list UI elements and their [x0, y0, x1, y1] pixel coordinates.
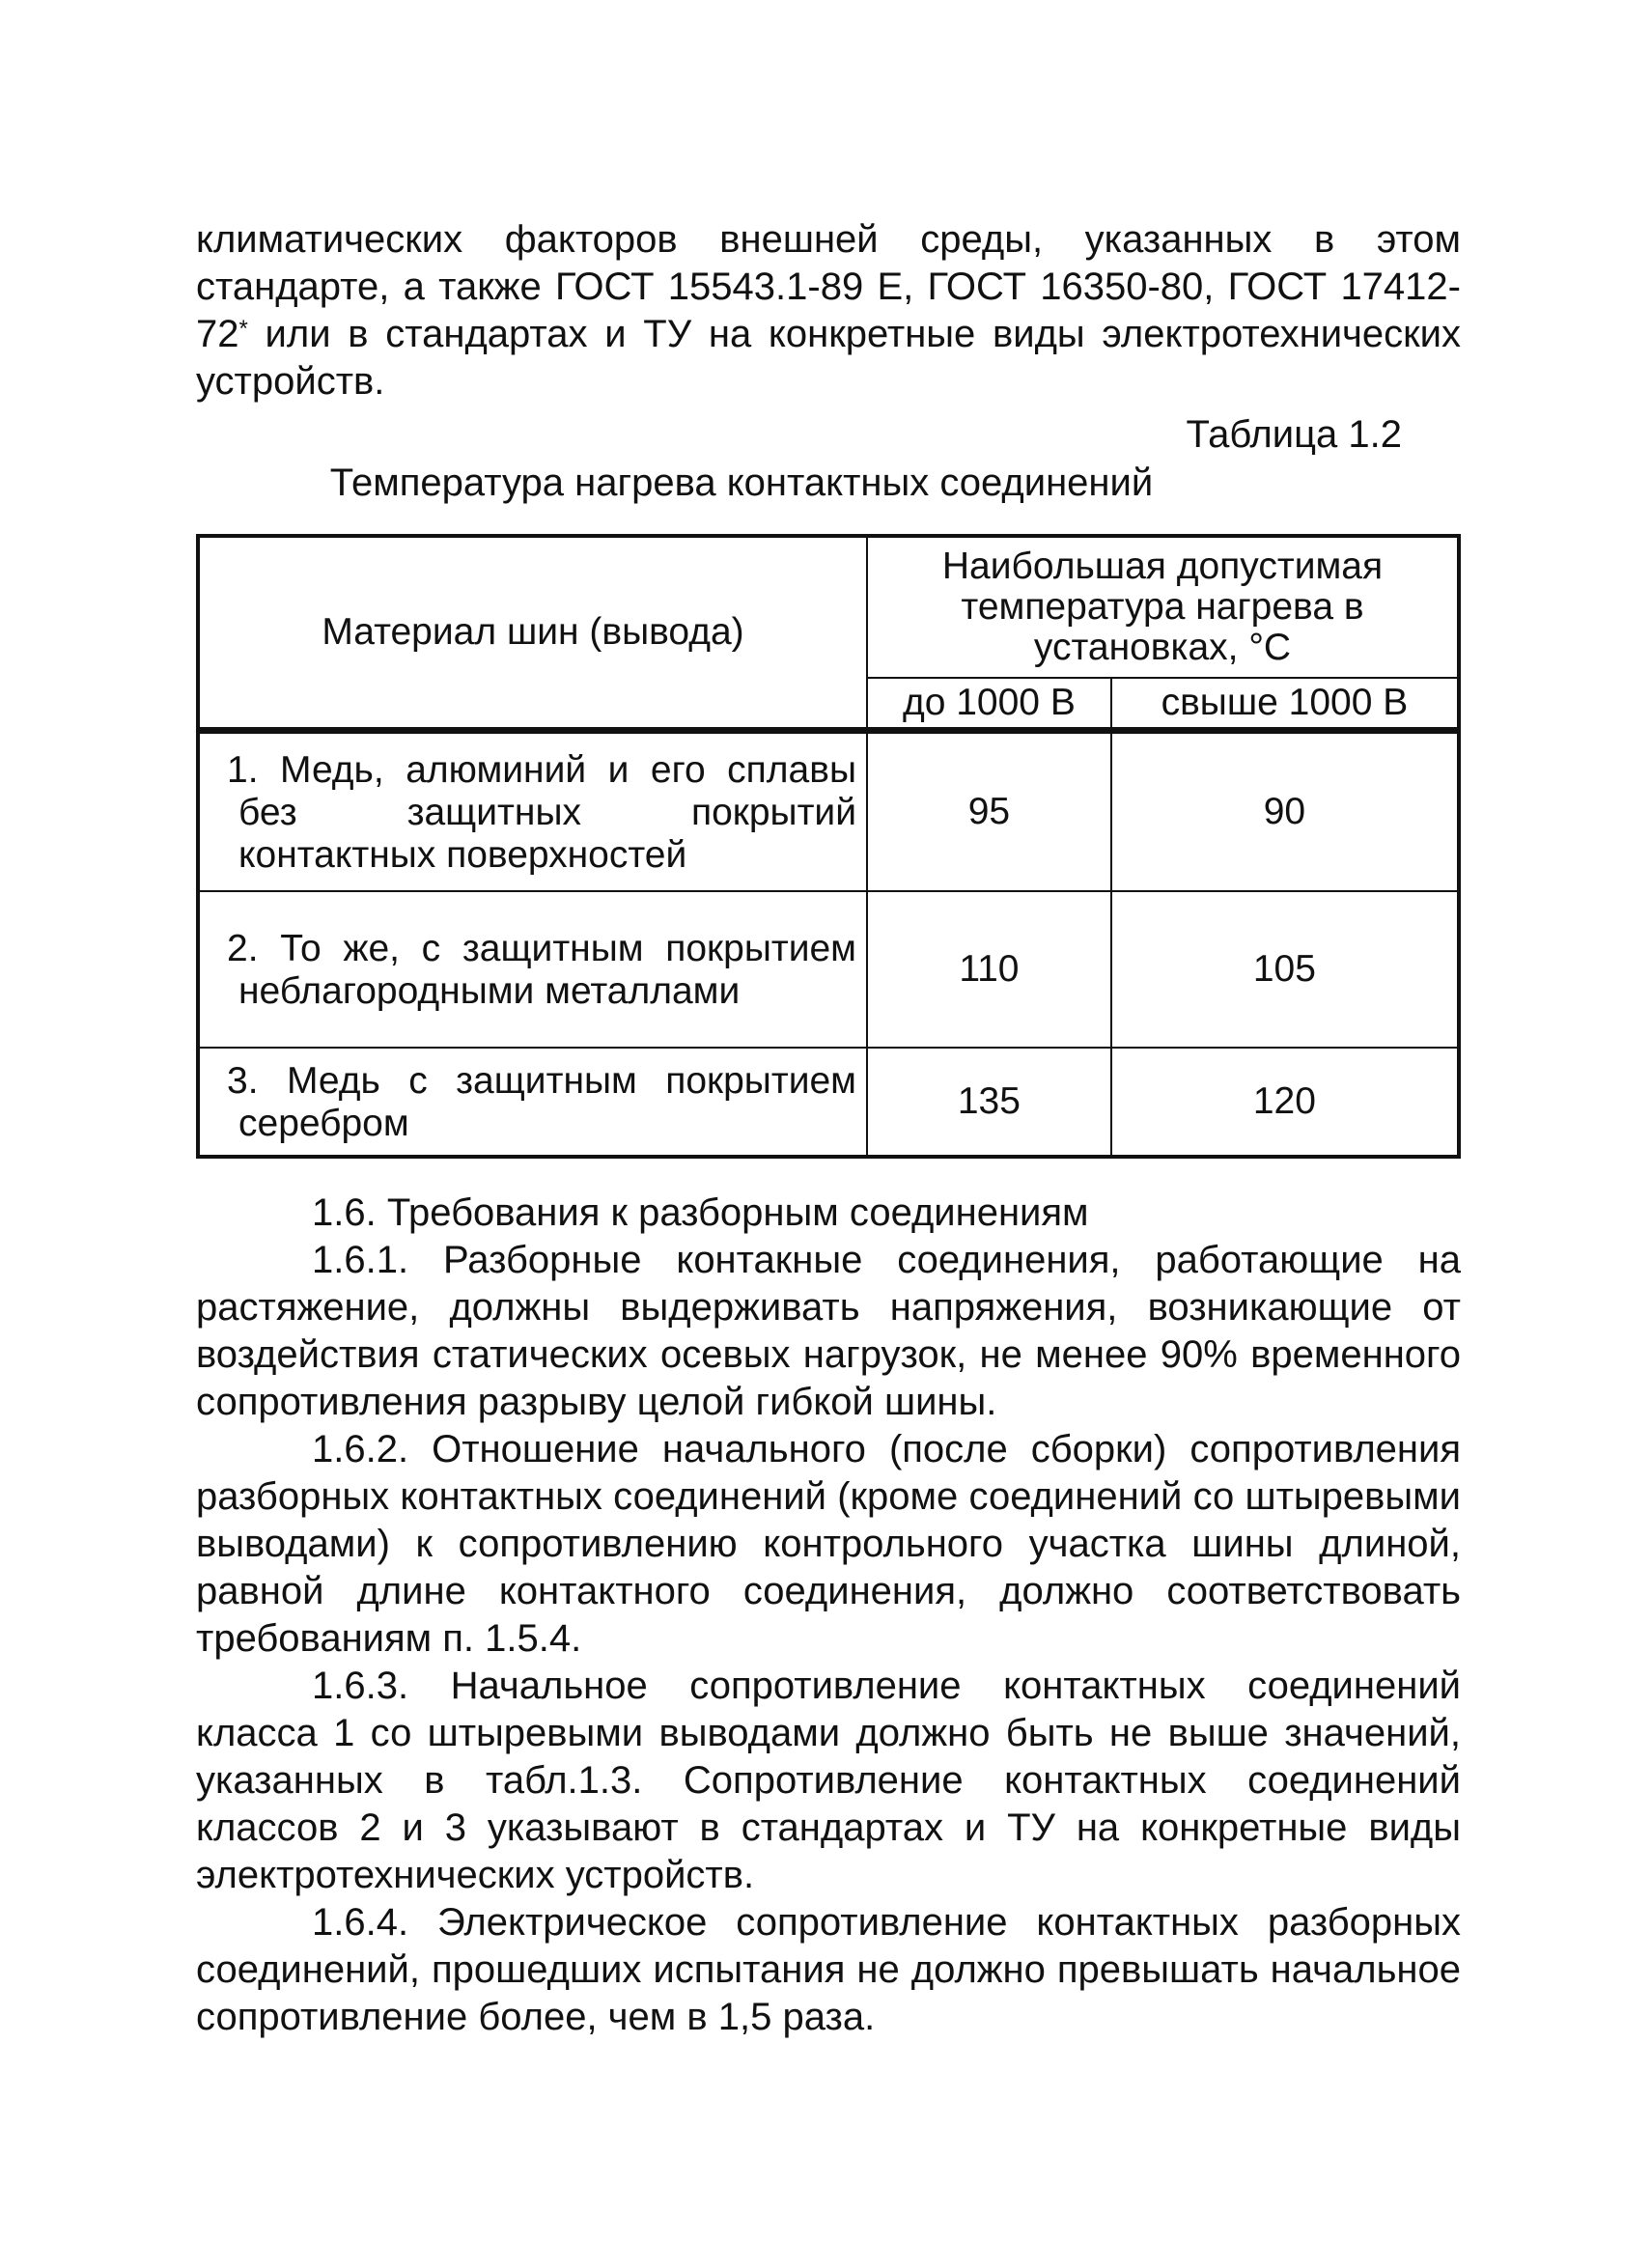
table-header-row	[198, 536, 1459, 678]
table-row	[198, 891, 1459, 1048]
section-paragraph: 1.6.4. Электрическое сопротивление контактных разборных соединений, прошедших испытания не должно превышать начальное сопротивление более, чем в 1,5 раза.	[196, 1901, 1461, 2038]
section-heading: 1.6. Требования к разборным соединениям	[312, 1191, 1089, 1234]
row-value-low: 95	[867, 731, 1111, 892]
section-paragraph: 1.6.3. Начальное сопротивление контактных соединений класса 1 со штыревыми выводами должно быть не выше значений, указанных в табл.1.3. Сопротивление контактных соединений классов 2 и 3 указывают в стандартах и ТУ на конкретные виды электротехнических устройств.	[196, 1665, 1461, 1896]
row-material: 3. Медь с защитным покрытием серебром	[198, 1048, 867, 1157]
row-value-low: 110	[867, 891, 1111, 1048]
table-title: Температура нагрева контактных соединений	[329, 462, 1154, 504]
intro-text-part2: или в стандартах и ТУ на конкретные виды электротехнических устройств.	[196, 313, 1461, 403]
footnote-mark: *	[238, 316, 248, 342]
header-low-voltage: до 1000 В	[867, 678, 1111, 730]
section-paragraph: 1.6.2. Отношение начального (после сборки) сопротивления разборных контактных соединений (кроме соединений со штыревыми выводами) к сопротивлению контрольного участка шины длиной, равной длине контактного соединения, должно соответствовать требованиям п. 1.5.4.	[196, 1428, 1461, 1660]
row-value-high: 120	[1111, 1048, 1459, 1157]
intro-paragraph	[196, 216, 1461, 406]
row-value-high: 90	[1111, 731, 1459, 892]
header-temperature-unit: °С	[1248, 627, 1292, 669]
row-material: 1. Медь, алюминий и его сплавы без защитных покрытий контактных поверхностей	[198, 731, 867, 892]
table-row	[198, 1048, 1459, 1157]
header-max-temperature	[867, 536, 1459, 678]
section-paragraph: 1.6.1. Разборные контакные соединения, работающие на растяжение, должны выдерживать напряжения, возникающие от воздействия статических осевых нагрузок, не менее 90% временного сопротивления разрыву целой гибкой шины.	[196, 1239, 1461, 1423]
header-high-voltage: свыше 1000 В	[1111, 678, 1459, 730]
header-material: Материал шин (вывода)	[198, 536, 867, 731]
table-row	[198, 731, 1459, 892]
row-material: 2. То же, с защитным покрытием неблагородными металлами	[198, 891, 867, 1048]
header-max-temperature-text: Наибольшая допустимая температура нагрева в установках,	[941, 546, 1384, 669]
intro-text-part1: климатических факторов внешней среды, указанных в этом стандарте, а также ГОСТ 15543.1-89 Е, ГОСТ 16350-80, ГОСТ 17412-72	[196, 218, 1461, 355]
row-value-low: 135	[867, 1048, 1111, 1157]
row-value-high: 105	[1111, 891, 1459, 1048]
requirements-section	[196, 1190, 1461, 2041]
table-number: Таблица 1.2	[1186, 413, 1402, 456]
temperature-table	[196, 534, 1461, 1159]
